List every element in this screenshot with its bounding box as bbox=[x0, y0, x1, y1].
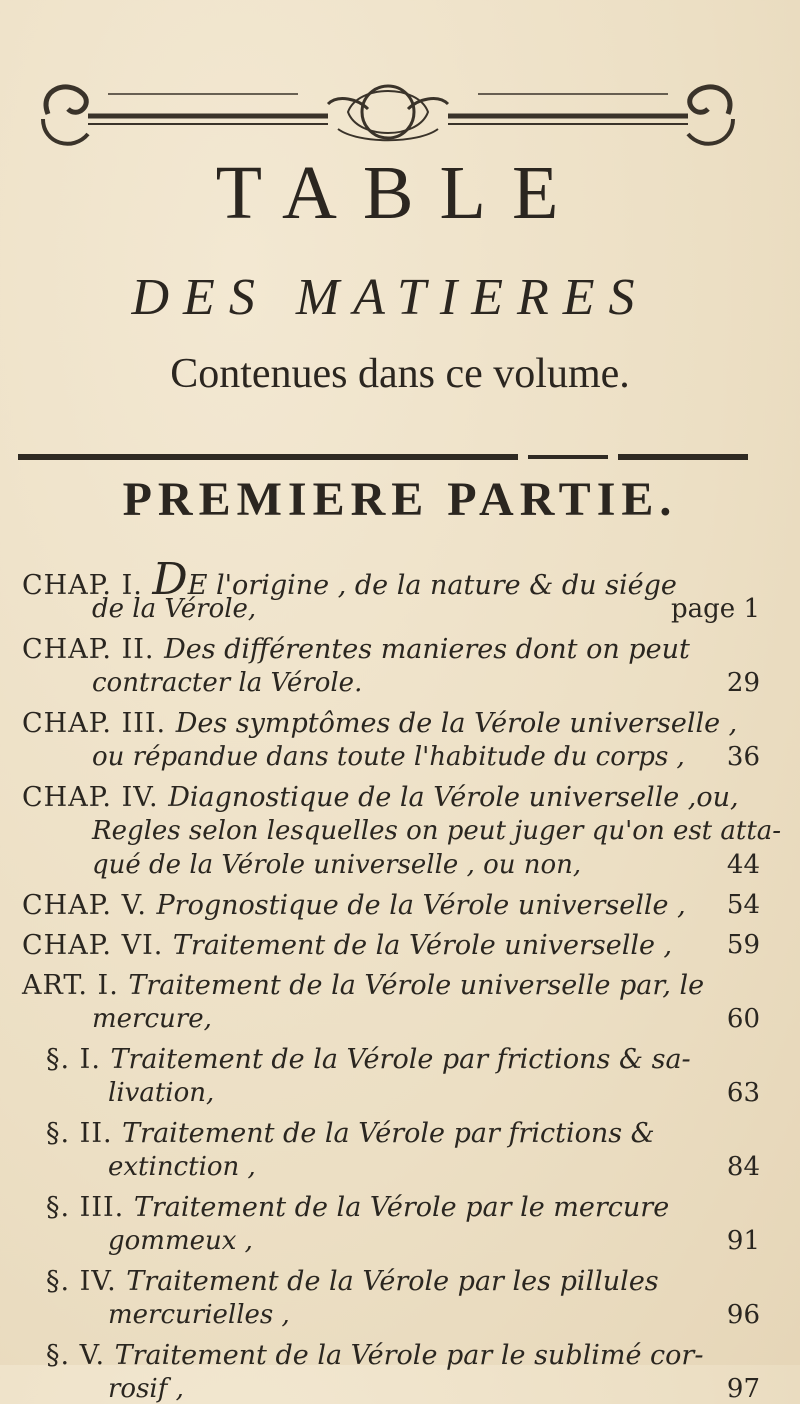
page-number: 54 bbox=[726, 890, 760, 920]
toc-label: CHAP. VI. bbox=[22, 930, 173, 961]
page-number: 59 bbox=[726, 930, 760, 960]
toc-text: Traitement de la Vérole par le mercure bbox=[133, 1192, 670, 1223]
toc-text: Prognostique de la Vérole universelle , bbox=[156, 890, 686, 921]
toc-label: CHAP. I. bbox=[22, 570, 153, 601]
toc-text: Traitement de la Vérole par frictions & bbox=[122, 1118, 655, 1149]
toc-text-cont: ou répandue dans toute l'habitude du corps , bbox=[92, 742, 685, 772]
toc-label: §. V. bbox=[46, 1340, 115, 1371]
page-title: TABLE bbox=[215, 151, 585, 235]
toc-entry-8 bbox=[46, 1044, 691, 1075]
toc-label: CHAP. IV. bbox=[22, 782, 169, 813]
toc-text-cont: livation, bbox=[108, 1078, 215, 1108]
page-number: 63 bbox=[726, 1078, 760, 1108]
toc-label: §. IV. bbox=[46, 1266, 127, 1297]
toc-text: Diagnostique de la Vérole universelle ,ou, bbox=[168, 782, 739, 813]
page-number: 96 bbox=[726, 1300, 760, 1330]
page-number: 29 bbox=[726, 668, 760, 698]
page-subtitle: DES MATIERES bbox=[131, 269, 649, 326]
toc-label: CHAP. II. bbox=[22, 634, 165, 665]
section-rule bbox=[18, 454, 748, 462]
header-ornament bbox=[38, 74, 738, 154]
page-number: 91 bbox=[726, 1226, 760, 1256]
part-heading: PREMIERE PARTIE. bbox=[122, 473, 678, 526]
page-number: 44 bbox=[726, 850, 760, 880]
toc-text-cont: mercurielles , bbox=[108, 1300, 290, 1330]
toc-text-cont: qué de la Vérole universelle , ou non, bbox=[92, 850, 582, 880]
page-number: 60 bbox=[726, 1004, 760, 1034]
page-number: 97 bbox=[726, 1374, 760, 1404]
toc-text: Traitement de la Vérole universelle , bbox=[172, 930, 673, 961]
toc-text: Traitement de la Vérole par frictions & sa- bbox=[110, 1044, 691, 1075]
toc-entry-2 bbox=[22, 634, 690, 665]
toc-entry-4 bbox=[22, 782, 739, 813]
toc-entry-11 bbox=[46, 1266, 659, 1297]
toc-text: Des différentes manieres dont on peut bbox=[164, 634, 690, 665]
toc-text: Traitement de la Vérole par le sublimé cor- bbox=[114, 1340, 704, 1371]
page-subtitle-secondary: Contenues dans ce volume. bbox=[170, 351, 630, 397]
toc-entry-10 bbox=[46, 1192, 669, 1223]
toc-label: §. II. bbox=[46, 1118, 123, 1149]
toc-label: §. III. bbox=[46, 1192, 134, 1223]
toc-text: Des symptômes de la Vérole universelle , bbox=[175, 708, 738, 739]
page-number: page 1 bbox=[671, 594, 760, 624]
drop-cap: D bbox=[152, 554, 188, 605]
toc-entry-3 bbox=[22, 708, 737, 739]
toc-text-cont: gommeux , bbox=[108, 1226, 253, 1256]
toc-entry-7 bbox=[22, 970, 704, 1001]
toc-entry-9 bbox=[46, 1118, 655, 1149]
toc-text: Traitement de la Vérole universelle par, le bbox=[128, 970, 705, 1001]
toc-label: CHAP. V. bbox=[22, 890, 157, 921]
toc-label: ART. I. bbox=[22, 970, 129, 1001]
page-number: 84 bbox=[726, 1152, 760, 1182]
toc-text: E l'origine , de la nature & du siége bbox=[187, 570, 677, 601]
toc-text-cont: Regles selon lesquelles on peut juger qu'on est atta- bbox=[92, 816, 782, 846]
toc-label: §. I. bbox=[46, 1044, 111, 1075]
toc-entry-6 bbox=[22, 930, 672, 961]
toc-text-cont: mercure, bbox=[92, 1004, 212, 1034]
toc-text-cont: rosif , bbox=[108, 1374, 184, 1404]
toc-text-cont: de la Vérole, bbox=[92, 594, 257, 624]
toc-entry-12 bbox=[46, 1340, 703, 1371]
toc-label: CHAP. III. bbox=[22, 708, 176, 739]
page-number: 36 bbox=[726, 742, 760, 772]
toc-text-cont: contracter la Vérole. bbox=[92, 668, 363, 698]
toc-text: Traitement de la Vérole par les pillules bbox=[126, 1266, 659, 1297]
toc-entry-5 bbox=[22, 890, 686, 921]
toc-text-cont: extinction , bbox=[108, 1152, 256, 1182]
